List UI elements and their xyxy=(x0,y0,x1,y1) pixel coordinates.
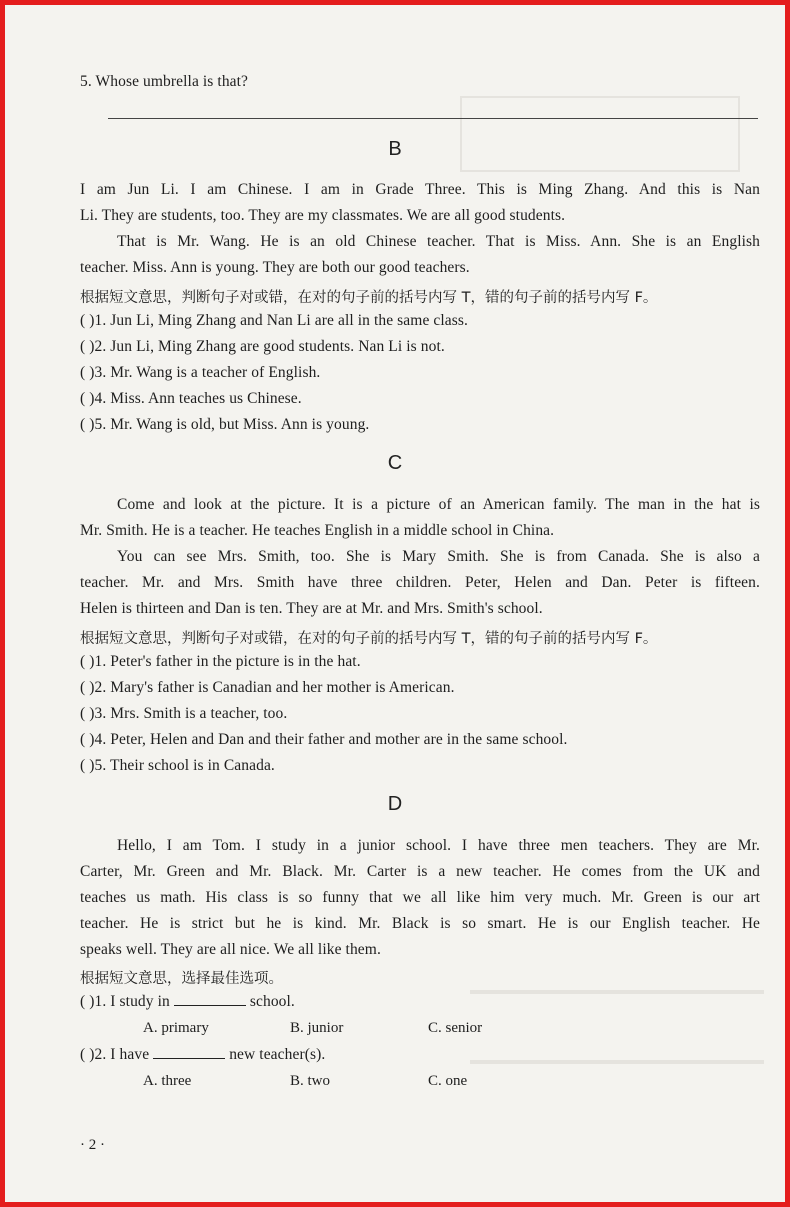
d-item xyxy=(80,993,295,1011)
option-b: B. junior xyxy=(290,1020,344,1036)
passage-c-line: Come and look at the picture. It is a picture of an American family. The man in the hat is xyxy=(117,496,760,513)
passage-d-line: teaches us math. His class is so funny that we all like him very much. Mr. Green is our art xyxy=(80,889,760,906)
b-item: ( )5. Mr. Wang is old, but Miss. Ann is young. xyxy=(80,416,370,433)
option-c: C. one xyxy=(428,1073,468,1089)
passage-d-line: speaks well. They are all nice. We all like them. xyxy=(80,941,381,958)
passage-c-line: You can see Mrs. Smith, too. She is Mary Smith. She is from Canada. She is also a xyxy=(117,548,760,565)
instruction-choice: 根据短文意思，选择最佳选项。 xyxy=(80,971,283,987)
instruction-true-false: 根据短文意思，判断句子对或错，在对的句子前的括号内写 T，错的句子前的括号内写 F。 xyxy=(80,631,658,647)
c-item: ( )5. Their school is in Canada. xyxy=(80,757,275,774)
c-item: ( )3. Mrs. Smith is a teacher, too. xyxy=(80,705,288,722)
b-item: ( )4. Miss. Ann teaches us Chinese. xyxy=(80,390,302,407)
answer-paren[interactable]: ( ) xyxy=(80,993,95,1010)
bleed-through-line xyxy=(470,990,764,994)
question-5: 5. Whose umbrella is that? xyxy=(80,73,249,90)
section-c-title: C xyxy=(387,452,403,474)
passage-b-line: That is Mr. Wang. He is an old Chinese teacher. That is Miss. Ann. She is an English xyxy=(117,233,760,250)
d-item-prefix: 2. I have xyxy=(94,1046,150,1063)
passage-b-line: Li. They are students, too. They are my classmates. We are all good students. xyxy=(80,207,566,224)
instruction-true-false: 根据短文意思，判断句子对或错，在对的句子前的括号内写 T，错的句子前的括号内写 F。 xyxy=(80,290,658,306)
option-a: A. primary xyxy=(143,1020,209,1036)
answer-paren[interactable]: ( ) xyxy=(80,1046,95,1063)
c-item: ( )2. Mary's father is Canadian and her mother is American. xyxy=(80,679,455,696)
passage-d-line: Carter, Mr. Green and Mr. Black. Mr. Carter is a new teacher. He comes from the UK and xyxy=(80,863,760,880)
c-item: ( )4. Peter, Helen and Dan and their father and mother are in the same school. xyxy=(80,731,568,748)
option-c: C. senior xyxy=(428,1020,483,1036)
answer-line[interactable] xyxy=(108,118,758,119)
page-number: · 2 · xyxy=(80,1137,105,1153)
passage-d-line: Hello, I am Tom. I study in a junior school. I have three men teachers. They are Mr. xyxy=(117,837,760,854)
section-b-title: B xyxy=(388,138,402,160)
passage-b-line: I am Jun Li. I am Chinese. I am in Grade Three. This is Ming Zhang. And this is Nan xyxy=(80,181,760,198)
passage-d-line: teacher. He is strict but he is kind. Mr. Black is so smart. He is our English teacher. He xyxy=(80,915,760,932)
passage-c-line: Helen is thirteen and Dan is ten. They are at Mr. and Mrs. Smith's school. xyxy=(80,600,543,617)
bleed-through-line xyxy=(470,1060,764,1064)
d-item-prefix: 1. I study in xyxy=(94,993,170,1010)
b-item: ( )1. Jun Li, Ming Zhang and Nan Li are all in the same class. xyxy=(80,312,469,329)
c-item: ( )1. Peter's father in the picture is in the hat. xyxy=(80,653,361,670)
fill-blank[interactable] xyxy=(174,993,246,1006)
passage-b-line: teacher. Miss. Ann is young. They are both our good teachers. xyxy=(80,259,470,276)
b-item: ( )2. Jun Li, Ming Zhang are good students. Nan Li is not. xyxy=(80,338,445,355)
b-item: ( )3. Mr. Wang is a teacher of English. xyxy=(80,364,321,381)
option-a: A. three xyxy=(143,1073,192,1089)
option-b: B. two xyxy=(290,1073,331,1089)
fill-blank[interactable] xyxy=(153,1046,225,1059)
passage-c-line: Mr. Smith. He is a teacher. He teaches English in a middle school in China. xyxy=(80,522,555,539)
d-item-suffix: new teacher(s). xyxy=(229,1046,326,1063)
section-d-title: D xyxy=(387,793,403,815)
d-item-suffix: school. xyxy=(249,993,295,1010)
passage-c-line: teacher. Mr. and Mrs. Smith have three children. Peter, Helen and Dan. Peter is fifteen. xyxy=(80,574,760,591)
d-item xyxy=(80,1046,325,1064)
